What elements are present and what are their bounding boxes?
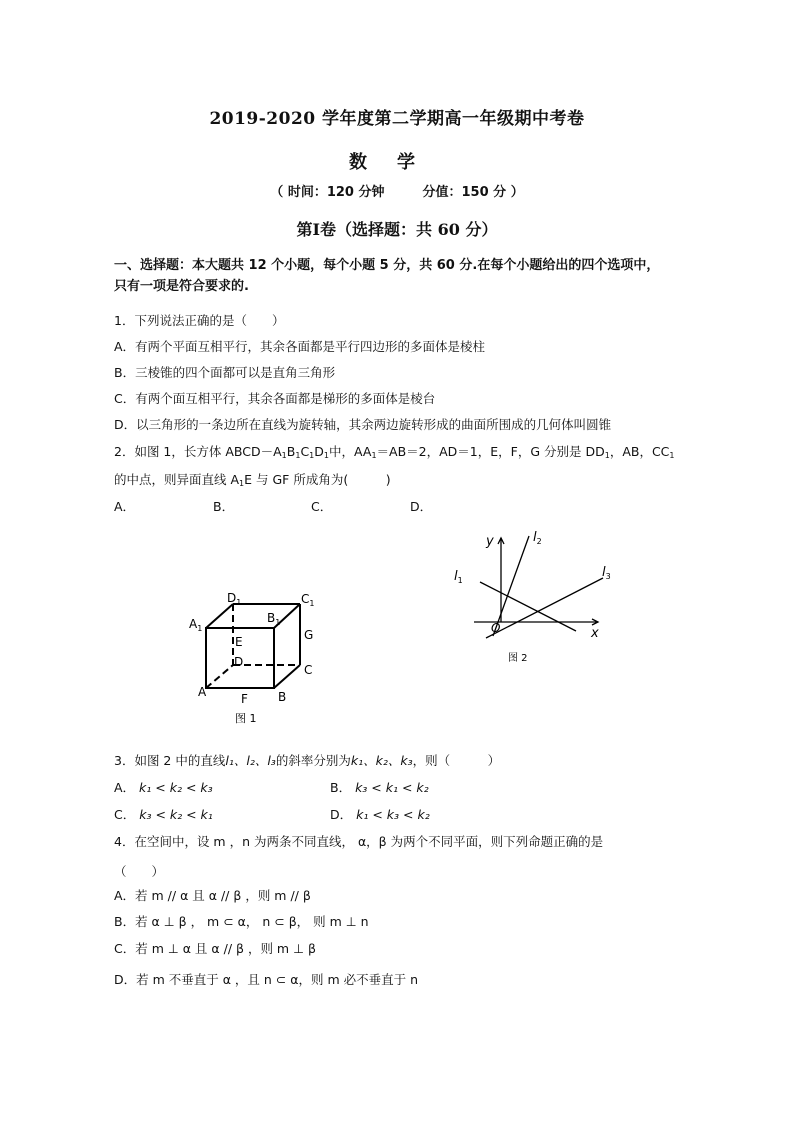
- hidden-edge-ad: [206, 665, 233, 688]
- q4-option-d: D．若 m 不垂直于 α ，且 n ⊂ α，则 m 必不垂直于 n: [114, 972, 419, 987]
- q3-option-c: C． k₃ < k₂ < k₁: [114, 807, 213, 822]
- exam-title: 2019-2020 学年度第二学期高一年级期中考卷: [209, 109, 585, 129]
- exam-info: [0, 181, 794, 200]
- q4-option-a: A．若 m // α 且 α // β ，则 m // β: [114, 888, 311, 903]
- q1-stem: 1．下列说法正确的是（ ）: [114, 313, 285, 328]
- label-l1: $l_1$: [454, 569, 463, 585]
- exam-subject: 数学: [349, 152, 445, 173]
- edge-a1d1: [206, 604, 233, 628]
- label-origin: O: [491, 621, 501, 635]
- label-a1: $A_1$: [189, 617, 203, 633]
- label-y: y: [486, 534, 494, 549]
- label-c: C: [304, 663, 313, 677]
- q2-stem-line1: 2．如图 1，长方体 $ABCD-A_1B_1C_1D_1$中，$AA_1=AB=2$，AD＝1，E，F，G 分别是 $DD_1$，AB，$CC_1$: [114, 444, 675, 460]
- q3-option-b: B． k₃ < k₁ < k₂: [330, 780, 429, 795]
- q2-stem-line2: 的中点，则异面直线 $A_1E$ 与 GF 所成角为( ): [114, 472, 391, 488]
- label-d1: $D_1$: [227, 591, 242, 607]
- q2-option-c: C．: [311, 499, 333, 514]
- q2-option-d: D．: [410, 499, 433, 514]
- q4-option-b: B．若 α ⊥ β ， m ⊂ α， n ⊂ β， 则 m ⊥ n: [114, 914, 369, 929]
- label-b1: $B_1$: [267, 611, 281, 627]
- label-b: B: [278, 690, 287, 704]
- q3-stem: 3．如图 2 中的直线l₁、l₂、l₃的斜率分别为k₁、k₂、k₃，则（ ）: [114, 753, 501, 768]
- q3-option-d: D． k₁ < k₃ < k₂: [330, 807, 430, 822]
- q1-option-d: D．以三角形的一条边所在直线为旋转轴，其余两边旋转形成的曲面所围成的几何体叫圆锥: [114, 417, 612, 432]
- label-a: A: [198, 685, 207, 699]
- exam-score: 分值：150 分 ）: [422, 185, 524, 200]
- label-d: D: [234, 655, 244, 669]
- label-l3: $l_3$: [602, 565, 611, 581]
- label-e: E: [235, 635, 243, 649]
- q1-option-a: A．有两个平面互相平行，其余各面都是平行四边形的多面体是棱柱: [114, 339, 486, 354]
- q4-stem: 4．在空间中，设 m ，n 为两条不同直线， α，β 为两个不同平面，则下列命题正确的是: [114, 834, 604, 849]
- figure-2-caption: 图 2: [508, 653, 528, 664]
- q3-option-a: A． k₁ < k₂ < k₃: [114, 780, 213, 795]
- q1-option-b: B．三棱锥的四个面都可以是直角三角形: [114, 365, 336, 380]
- label-c1: $C_1$: [301, 592, 315, 608]
- q4-option-c: C．若 m ⊥ α 且 α // β ，则 m ⊥ β: [114, 941, 316, 956]
- label-x: x: [591, 626, 599, 641]
- edge-bc: [274, 665, 300, 688]
- q4-paren: （ ）: [114, 864, 165, 879]
- exam-time: （ 时间：120 分钟: [270, 185, 385, 200]
- q2-option-b: B．: [213, 499, 235, 514]
- q1-option-c: C．有两个面互相平行，其余各面都是梯形的多面体是棱台: [114, 391, 436, 406]
- figure-1-caption: 图 1: [235, 712, 257, 725]
- q2-option-a: A．: [114, 499, 136, 514]
- figure-1-cuboid: [180, 585, 330, 730]
- part-heading: 第Ⅰ卷（选择题：共 60 分）: [296, 220, 498, 239]
- figure-2-lines: [448, 528, 628, 668]
- section-instructions-line1: 一、选择题：本大题共 12 个小题，每个小题 5 分，共 60 分.在每个小题给出的四个选项中，: [114, 258, 660, 273]
- label-f: F: [241, 692, 248, 706]
- section-instructions-line2: 只有一项是符合要求的.: [114, 279, 249, 294]
- label-g: G: [304, 628, 314, 642]
- label-l2: $l_2$: [533, 530, 542, 546]
